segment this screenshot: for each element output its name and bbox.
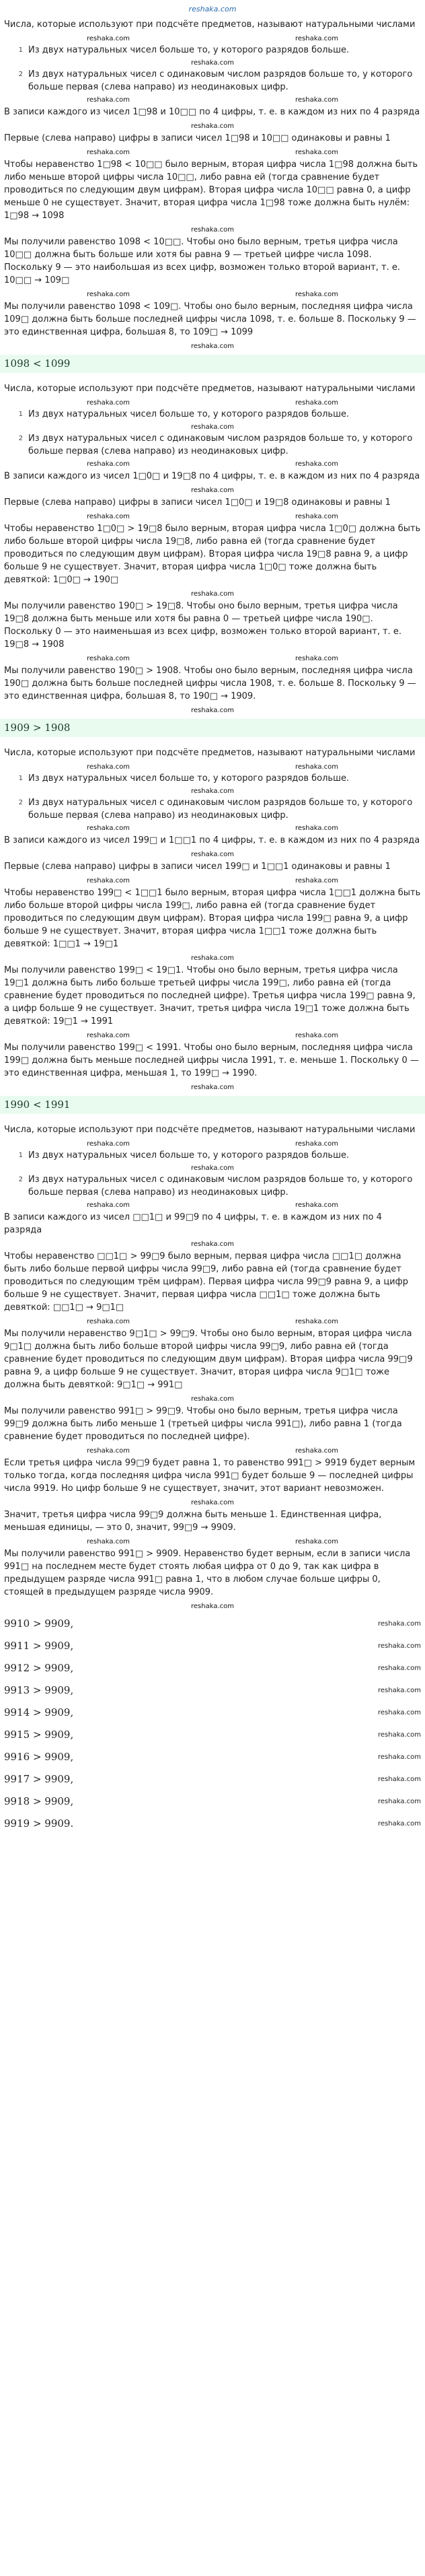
rule-item <box>4 1173 421 1199</box>
watermark: reshaka.com <box>87 291 130 298</box>
watermark: reshaka.com <box>295 1202 338 1209</box>
watermark-row <box>4 1084 421 1092</box>
watermark: reshaka.com <box>87 1140 130 1148</box>
solution-paragraph: Мы получили равенство 199□ < 19□1. Чтобы оно было верным, третья цифра числа 19□1 должна быть либо больше третьей цифры числа 199□, либо равна ей (тогда сравнение будет проводиться по последней цифре). Третья цифра числа 199□ равна 9, а цифр больше 9 не существует. Значит, третья цифра числа 19□1 тоже должна быть девяткой: 19□1 → 1991 <box>4 965 416 1026</box>
answer-inequality <box>4 1684 421 1697</box>
solution-paragraph: В записи каждого из чисел 199□ и 1□□1 по 4 цифры, т. е. в каждом из них по 4 разряда <box>4 835 420 845</box>
watermark: reshaka.com <box>295 1318 338 1325</box>
watermark: reshaka.com <box>87 96 130 104</box>
rule-item <box>4 796 421 822</box>
answer-inequality <box>4 1706 421 1719</box>
solution-paragraph: Мы получили равенство 991□ > 9909. Неравенство будет верным, если в записи числа 991□ на последнем месте будет стоять любая цифра от 0 до 9, так как цифра в предыдущем разряде числа 991□ равна 1, что в любом случае больше цифры 0, стоящей в предыдущем разряде числа 9909. <box>4 1549 411 1597</box>
solution-section <box>4 1123 421 1842</box>
watermark: reshaka.com <box>378 1687 421 1694</box>
rule-number: 1 <box>18 1152 23 1159</box>
solution-paragraph: Мы получили равенство 190□ > 19□8. Чтобы оно было верным, третья цифра числа 19□8 должна быть меньше или хотя бы равна 0 — третьей цифре числа 190□. Поскольку 0 — это наименьшая из всех цифр, возможен только второй вариант, т. е. 19□8 → 1908 <box>4 601 402 650</box>
watermark: reshaka.com <box>191 590 234 598</box>
rule-item <box>4 772 421 785</box>
watermark-row <box>4 590 421 598</box>
solution-paragraph: Мы получили равенство 1098 < 109□. Чтобы оно было верным, последняя цифра числа 109□ должна быть больше последней цифры числа 1098, т. е. больше 8. Поскольку 9 — это единственная цифра, большая 8, то 109□ → 1099 <box>4 302 416 337</box>
watermark-row <box>4 1241 421 1249</box>
definition-text: Числа, которые используют при подсчёте предметов, называют натуральными числами <box>4 20 416 30</box>
definition-text: Числа, которые используют при подсчёте предметов, называют натуральными числами <box>4 1125 416 1135</box>
answer-inequality <box>4 1773 421 1786</box>
watermark-row <box>4 851 421 859</box>
watermark: reshaka.com <box>378 1731 421 1739</box>
rule-item <box>4 1149 421 1162</box>
rule-number: 2 <box>18 71 23 78</box>
answer-inequality <box>4 1729 421 1741</box>
watermark: reshaka.com <box>191 788 234 795</box>
watermark-row <box>4 487 421 495</box>
solution-paragraph: Первые (слева направо) цифры в записи чисел 199□ и 1□□1 одинаковы и равны 1 <box>4 862 391 872</box>
solution-paragraph: Первые (слева направо) цифры в записи чисел 1□98 и 10□□ одинаковы и равны 1 <box>4 133 391 143</box>
watermark: reshaka.com <box>87 1447 130 1455</box>
answer-highlight: 1909 > 1908 <box>0 719 425 737</box>
watermark: reshaka.com <box>295 1032 338 1039</box>
watermark: reshaka.com <box>295 399 338 407</box>
inequality-text: 9911 > 9909, <box>4 1640 74 1652</box>
watermark-row <box>4 788 421 796</box>
site-logo[interactable]: reshaka.com <box>188 5 237 13</box>
watermark: reshaka.com <box>378 1798 421 1805</box>
watermark-row <box>4 707 421 715</box>
watermark: reshaka.com <box>191 1084 234 1091</box>
watermark: reshaka.com <box>191 1395 234 1403</box>
watermark-row <box>4 123 421 131</box>
watermark: reshaka.com <box>87 1202 130 1209</box>
watermark-row <box>4 460 421 468</box>
watermark: reshaka.com <box>87 149 130 156</box>
answer-inequality <box>4 1795 421 1808</box>
solution-paragraph: В записи каждого из чисел 1□0□ и 19□8 по 4 цифры, т. е. в каждом из них по 4 разряда <box>4 471 420 481</box>
rule-item <box>4 408 421 421</box>
watermark-row <box>4 513 421 521</box>
solution-paragraph: Мы получили неравенство 9□1□ > 99□9. Чтобы оно было верным, вторая цифра числа 9□1□ должна быть либо больше второй цифры числа 99□9, либо равна ей (тогда сравнение будет проводиться по следующим двум цифрам). Вторая цифра числа 99□9 равна 9, а цифр больше 9 не существует. Значит, вторая цифра числа 9□1□ тоже должна быть девяткой: 9□1□ → 991□ <box>4 1329 413 1390</box>
rule-number: 1 <box>18 46 23 54</box>
watermark: reshaka.com <box>191 423 234 431</box>
watermark: reshaka.com <box>378 1709 421 1716</box>
watermark: reshaka.com <box>87 1538 130 1545</box>
inequality-text: 9912 > 9909, <box>4 1662 74 1674</box>
rule-text: Из двух натуральных чисел с одинаковым числом разрядов больше то, у которого больше первая (слева направо) из неодинаковых цифр. <box>28 433 413 456</box>
answer-highlight: 1990 < 1991 <box>0 1096 425 1114</box>
answer-inequality <box>4 1617 421 1630</box>
definition-text: Числа, которые используют при подсчёте предметов, называют натуральными числами <box>4 384 416 394</box>
watermark-row <box>4 1318 421 1326</box>
solution-paragraph: Чтобы неравенство 199□ < 1□□1 было верным, вторая цифра числа 1□□1 должна быть либо больше второй цифры числа 199□, либо равна ей (тогда сравнение будет проводиться по следующим двум цифрам). Вторая цифра числа 199□ равна 9, а цифр больше 9 не существует. Значит, вторая цифра числа 1□□1 тоже должна быть девяткой: 1□□1 → 19□1 <box>4 888 421 949</box>
watermark: reshaka.com <box>87 460 130 468</box>
watermark: reshaka.com <box>191 226 234 234</box>
solution-paragraph: Чтобы неравенство 1□98 < 10□□ было верным, вторая цифра числа 1□98 должна быть либо меньше второй цифры числа 10□□, либо равна ей (тогда сравнение будет проводиться по следующим двум цифрам). Вторая цифра числа 10□□ равна 0, а цифр меньше 0 не существует. Значит, вторая цифра числа 1□98 тоже должна быть нулём: 1□98 → 1098 <box>4 160 418 221</box>
watermark: reshaka.com <box>378 1776 421 1783</box>
watermark: reshaka.com <box>191 123 234 130</box>
rule-number: 2 <box>18 435 23 442</box>
watermark: reshaka.com <box>87 763 130 771</box>
solution-paragraph: Значит, третья цифра числа 99□9 должна быть меньше 1. Единственная цифра, меньшая единицы, — это 0, значит, 99□9 → 9909. <box>4 1510 382 1533</box>
watermark-row <box>4 291 421 299</box>
rule-number: 1 <box>18 411 23 418</box>
watermark-row <box>4 954 421 963</box>
watermark: reshaka.com <box>87 825 130 832</box>
solution-paragraph: В записи каждого из чисел □□1□ и 99□9 по 4 цифры, т. е. в каждом из них по 4 разряда <box>4 1212 382 1235</box>
watermark: reshaka.com <box>378 1753 421 1761</box>
inequality-text: 9918 > 9909, <box>4 1795 74 1807</box>
watermark: reshaka.com <box>87 1318 130 1325</box>
watermark: reshaka.com <box>295 1447 338 1455</box>
rule-item <box>4 432 421 458</box>
watermark: reshaka.com <box>378 1665 421 1672</box>
watermark: reshaka.com <box>295 1538 338 1545</box>
watermark-row <box>4 1202 421 1210</box>
watermark-row <box>4 1499 421 1507</box>
watermark: reshaka.com <box>295 877 338 884</box>
watermark-row <box>4 59 421 67</box>
watermark: reshaka.com <box>295 655 338 662</box>
rule-text: Из двух натуральных чисел больше то, у которого разрядов больше. <box>28 773 350 784</box>
watermark-row <box>4 343 421 351</box>
watermark-row <box>4 763 421 771</box>
solution-section <box>4 746 421 1122</box>
answer-inequality <box>4 1640 421 1652</box>
watermark: reshaka.com <box>87 655 130 662</box>
answer-highlight: 1098 < 1099 <box>0 355 425 373</box>
watermark: reshaka.com <box>295 149 338 156</box>
answer-inequality <box>4 1751 421 1764</box>
solution-paragraph: Мы получили равенство 1098 < 10□□. Чтобы оно было верным, третья цифра числа 10□□ должна быть больше или хотя бы равна 9 — третьей цифре числа 1098. Поскольку 9 — это наибольшая из всех цифр, возможен только второй вариант, т. е. 10□□ → 109□ <box>4 237 401 285</box>
watermark: reshaka.com <box>295 825 338 832</box>
rule-text: Из двух натуральных чисел с одинаковым числом разрядов больше то, у которого больше первая (слева направо) из неодинаковых цифр. <box>28 798 413 821</box>
solution-paragraph: Если третья цифра числа 99□9 будет равна 1, то равенство 991□ > 9919 будет верным только тогда, когда последняя цифра числа 991□ будет больше 9 — последней цифры числа 9919. Но цифр больше 9 не существует, значит, этот вариант невозможен. <box>4 1458 416 1494</box>
watermark-row <box>4 35 421 43</box>
rule-item <box>4 68 421 94</box>
watermark: reshaka.com <box>378 1642 421 1650</box>
watermark-row <box>4 399 421 407</box>
watermark: reshaka.com <box>295 513 338 520</box>
solution-paragraph: Чтобы неравенство 1□0□ > 19□8 было верным, вторая цифра числа 1□0□ должна быть либо больше второй цифры числа 19□8, либо равна ей (тогда сравнение будет проводиться по следующим двум цифрам). Вторая цифра числа 19□8 равна 9, а цифр больше 9 не существует. Значит, вторая цифра числа 1□0□ тоже должна быть девяткой: 1□0□ → 190□ <box>4 524 421 585</box>
solution-section <box>4 18 421 381</box>
solution-content <box>4 18 421 1842</box>
watermark: reshaka.com <box>191 1499 234 1506</box>
rule-text: Из двух натуральных чисел с одинаковым числом разрядов больше то, у которого больше первая (слева направо) из неодинаковых цифр. <box>28 69 413 92</box>
watermark-row <box>4 423 421 431</box>
solution-section <box>4 382 421 745</box>
rule-text: Из двух натуральных чисел больше то, у которого разрядов больше. <box>28 1150 350 1160</box>
watermark: reshaka.com <box>378 1820 421 1827</box>
solution-paragraph: Чтобы неравенство □□1□ > 99□9 было верным, первая цифра числа □□1□ должна быть либо больше первой цифры числа 99□9, либо равна ей (тогда сравнение будет проводиться по следующим трём цифрам). Первая цифра числа 99□9 равна 9, а цифр больше 9 не существует. Значит, первая цифра числа □□1□ тоже должна быть девяткой: □□1□ → 9□1□ <box>4 1251 408 1313</box>
rule-text: Из двух натуральных чисел больше то, у которого разрядов больше. <box>28 409 350 419</box>
watermark: reshaka.com <box>87 877 130 884</box>
rule-number: 1 <box>18 775 23 782</box>
watermark: reshaka.com <box>295 1140 338 1148</box>
watermark: reshaka.com <box>87 513 130 520</box>
watermark-row <box>4 1032 421 1040</box>
watermark-row <box>4 1140 421 1148</box>
solution-paragraph: Первые (слева направо) цифры в записи чисел 1□0□ и 19□8 одинаковы и равны 1 <box>4 497 391 508</box>
solution-paragraph: Мы получили равенство 991□ > 99□9. Чтобы оно было верным, третья цифра числа 99□9 должна быть либо меньше 1 (третьей цифры числа 991□), либо равна 1 (тогда сравнение будет проводиться по последней цифре). <box>4 1406 402 1442</box>
answer-inequality <box>4 1817 421 1830</box>
watermark: reshaka.com <box>191 343 234 350</box>
watermark: reshaka.com <box>295 96 338 104</box>
watermark: reshaka.com <box>191 59 234 67</box>
watermark: reshaka.com <box>191 487 234 494</box>
watermark-row <box>4 1447 421 1455</box>
watermark: reshaka.com <box>87 1032 130 1039</box>
watermark-row <box>4 1538 421 1546</box>
watermark-row <box>4 655 421 663</box>
rule-item <box>4 44 421 57</box>
watermark-row <box>4 1603 421 1611</box>
watermark: reshaka.com <box>87 35 130 42</box>
watermark: reshaka.com <box>295 35 338 42</box>
watermark: reshaka.com <box>378 1620 421 1628</box>
watermark-row <box>4 825 421 833</box>
watermark-row <box>4 1164 421 1173</box>
solution-paragraph: В записи каждого из чисел 1□98 и 10□□ по 4 цифры, т. е. в каждом из них по 4 разряда <box>4 107 420 117</box>
watermark: reshaka.com <box>295 460 338 468</box>
definition-text: Числа, которые используют при подсчёте предметов, называют натуральными числами <box>4 748 416 758</box>
rule-text: Из двух натуральных чисел больше то, у которого разрядов больше. <box>28 45 350 55</box>
inequality-text: 9919 > 9909. <box>4 1817 74 1830</box>
inequality-text: 9913 > 9909, <box>4 1684 74 1696</box>
rule-number: 2 <box>18 799 23 806</box>
watermark: reshaka.com <box>295 291 338 298</box>
watermark: reshaka.com <box>87 399 130 407</box>
watermark-row <box>4 877 421 885</box>
inequality-text: 9915 > 9909, <box>4 1729 74 1741</box>
answer-inequality <box>4 1662 421 1675</box>
solution-paragraph: Мы получили равенство 190□ > 1908. Чтобы оно было верным, последняя цифра числа 190□ должна быть больше последней цифры числа 1908, т. е. больше 8. Поскольку 9 — это единственная цифра, большая 8, то 190□ → 1909. <box>4 666 416 701</box>
watermark: reshaka.com <box>191 954 234 962</box>
watermark: reshaka.com <box>191 851 234 858</box>
inequality-text: 9910 > 9909, <box>4 1617 74 1630</box>
watermark: reshaka.com <box>191 1241 234 1248</box>
inequality-text: 9914 > 9909, <box>4 1706 74 1718</box>
watermark-row <box>4 226 421 234</box>
inequality-text: 9917 > 9909, <box>4 1773 74 1785</box>
watermark: reshaka.com <box>191 1164 234 1172</box>
watermark-row <box>4 96 421 104</box>
watermark: reshaka.com <box>191 1603 234 1610</box>
watermark: reshaka.com <box>191 707 234 714</box>
inequality-text: 9916 > 9909, <box>4 1751 74 1763</box>
solution-paragraph: Мы получили равенство 199□ < 1991. Чтобы оно было верным, последняя цифра числа 199□ должна быть меньше последней цифры числа 1991, т. е. меньше 1. Поскольку 0 — это единственная цифра, меньшая 1, то 199□ → 1990. <box>4 1043 419 1078</box>
watermark: reshaka.com <box>295 763 338 771</box>
watermark-row <box>4 1395 421 1403</box>
watermark-row <box>4 149 421 157</box>
rule-number: 2 <box>18 1176 23 1183</box>
rule-text: Из двух натуральных чисел с одинаковым числом разрядов больше то, у которого больше первая (слева направо) из неодинаковых цифр. <box>28 1175 413 1197</box>
